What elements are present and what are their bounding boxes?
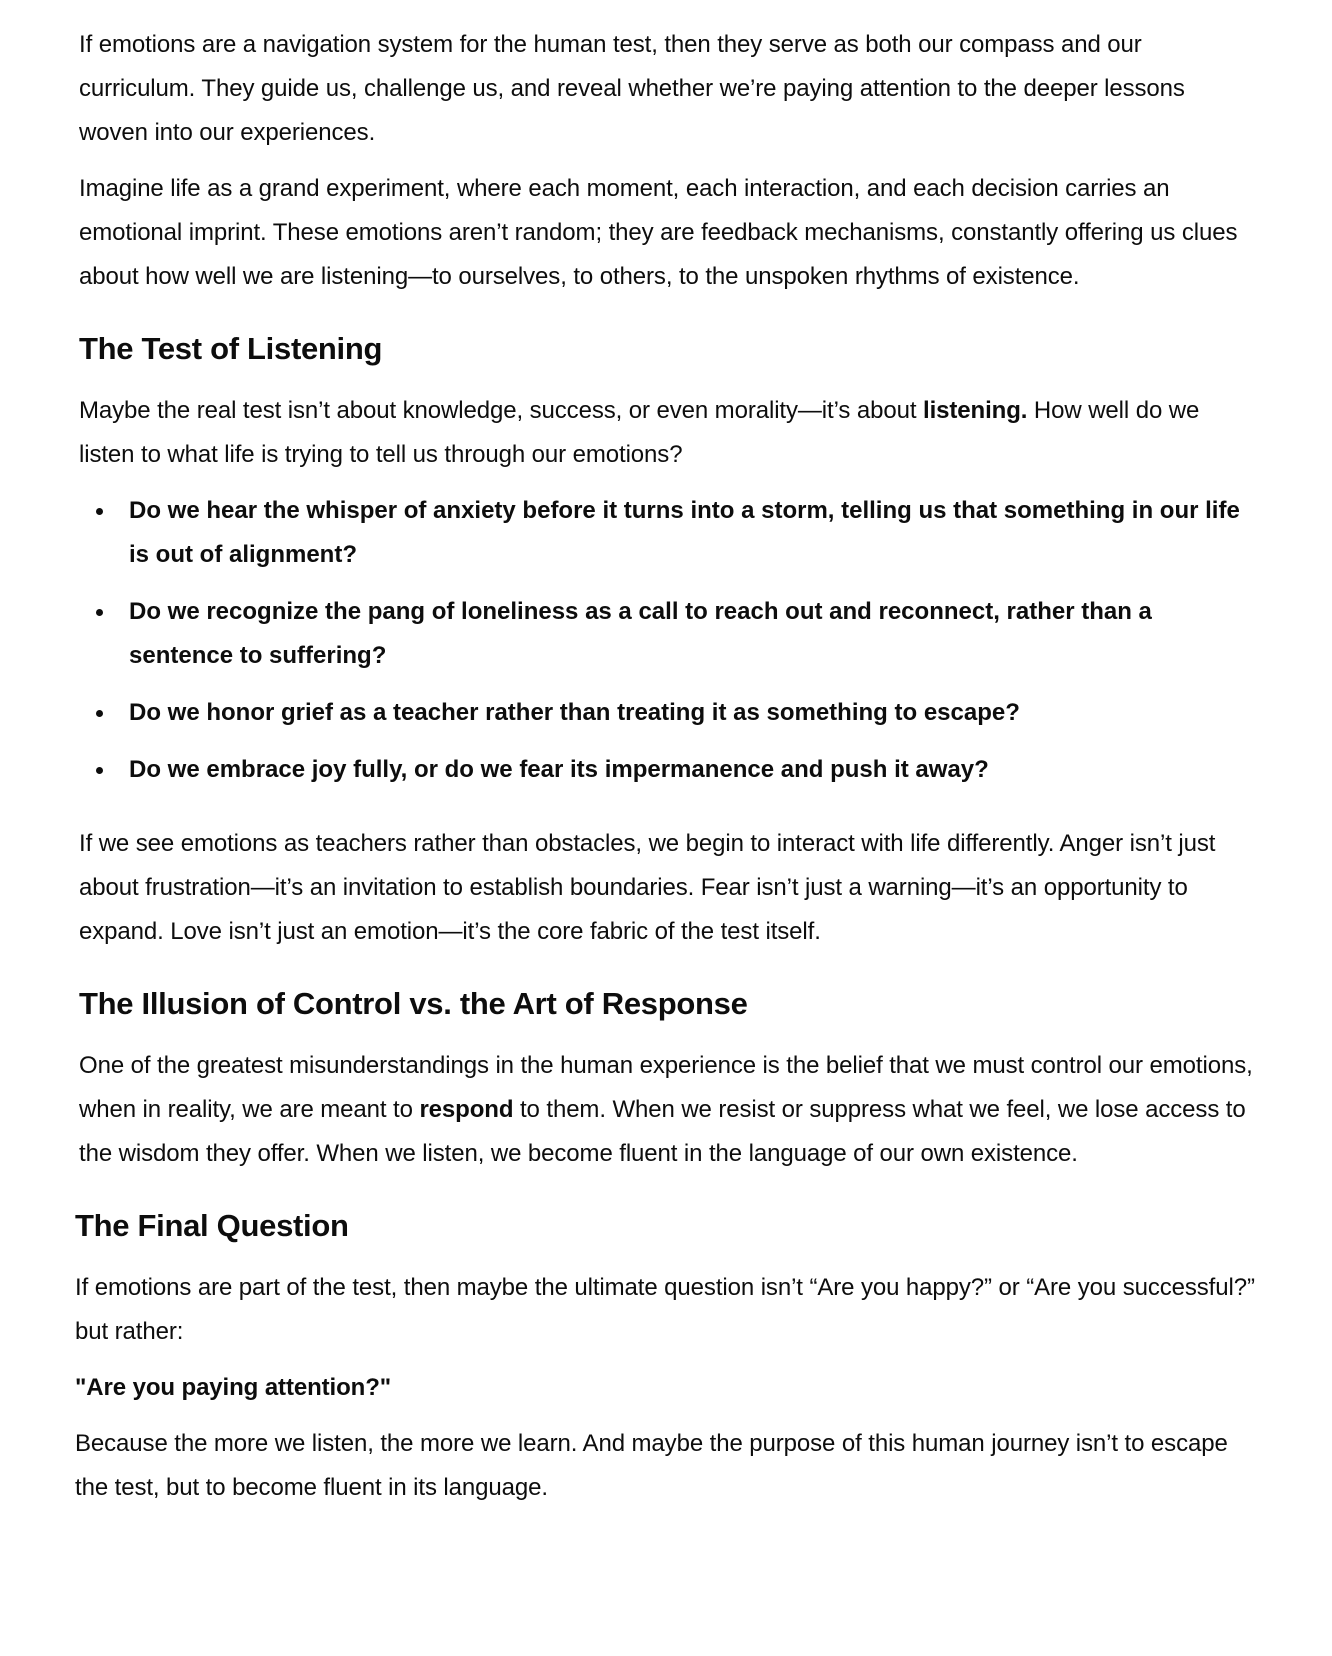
list-item [129,489,1259,577]
bullet-icon [96,609,103,616]
final-section [75,1206,1259,1510]
section-heading: The Illusion of Control vs. the Art of Response [79,986,748,1021]
control-text: One of the greatest misunderstandings in the human experience is the belief that we must control our emotions, when in reality, we are meant to [79,1052,1253,1123]
final-closing-paragraph: Because the more we listen, the more we learn. And maybe the purpose of this human journey isn’t to escape the test, but to become fluent in its language. [75,1430,1228,1501]
intro-paragraph: If emotions are a navigation system for the human test, then they serve as both our compass and our curriculum. They guide us, challenge us, and reveal whether we’re paying attention to the deeper lessons woven into our experiences. [79,31,1185,146]
emphasis-respond: respond [419,1096,514,1123]
lead-text: How well do we listen to what life is trying to tell us through our emotions? [79,397,1200,468]
bullet-icon [96,767,103,774]
control-paragraph [79,1044,1259,1176]
question-list [79,489,1259,792]
listening-lead-paragraph [79,389,1259,477]
list-item-text: Do we recognize the pang of loneliness as a call to reach out and reconnect, rather than a sentence to suffering? [129,598,1152,669]
control-section [79,984,1259,1176]
list-item [129,691,1259,735]
list-item [129,590,1259,678]
emphasis-listening: listening. [923,397,1028,424]
list-item [129,748,1259,792]
bullet-icon [96,508,103,515]
intro-paragraph: Imagine life as a grand experiment, where each moment, each interaction, and each decision carries an emotional imprint. These emotions aren’t random; they are feedback mechanisms, constantly offering us clues about how well we are listening—to ourselves, to others, to the unspoken rhythms of existence. [79,175,1238,290]
control-text: to them. When we resist or suppress what we feel, we lose access to the wisdom they offer. When we listen, we become fluent in the language of our own existence. [79,1096,1246,1167]
final-lead-paragraph: If emotions are part of the test, then maybe the ultimate question isn’t “Are you happy?” or “Are you successful?” but rather: [75,1274,1255,1345]
bullet-icon [96,710,103,717]
listening-closing-paragraph: If we see emotions as teachers rather than obstacles, we begin to interact with life differently. Anger isn’t just about frustration—it’s an invitation to establish boundaries. Fear isn’t just a warning—it’s an opportunity to expand. Love isn’t just an emotion—it’s the core fabric of the test itself. [79,830,1216,945]
key-question [75,1366,1259,1410]
intro-section [79,23,1259,299]
lead-text: Maybe the real test isn’t about knowledge, success, or even morality—it’s about [79,397,923,424]
list-item-text: Do we hear the whisper of anxiety before it turns into a storm, telling us that something in our life is out of alignment? [129,497,1240,568]
list-item-text: Do we honor grief as a teacher rather than treating it as something to escape? [129,699,1020,726]
listening-section [79,329,1259,954]
key-question-text: "Are you paying attention?" [75,1374,392,1401]
section-heading: The Test of Listening [79,331,383,366]
list-item-text: Do we embrace joy fully, or do we fear its impermanence and push it away? [129,756,989,783]
section-heading: The Final Question [75,1208,349,1243]
